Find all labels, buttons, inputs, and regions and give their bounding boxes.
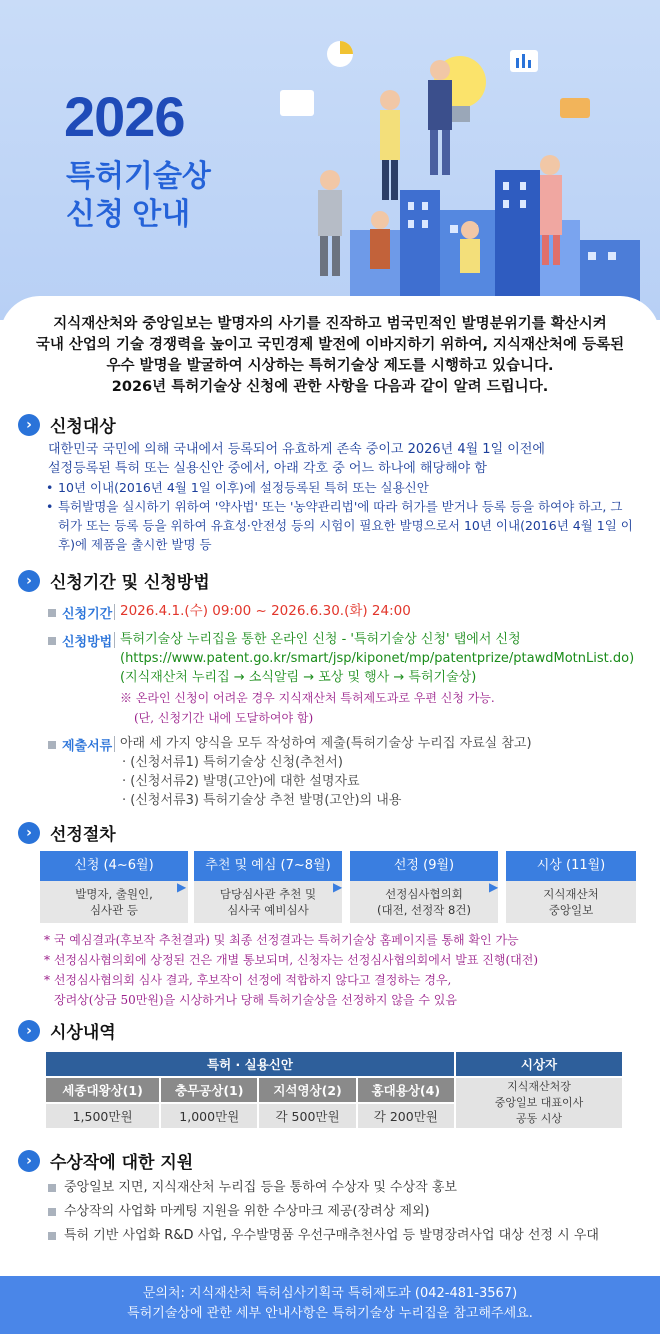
award-prize: 각 500만원 [258,1103,356,1129]
step-body-line: 담당심사관 추천 및 [219,887,317,901]
square-bullet-icon [48,1232,56,1240]
arrow-right-icon: ▶ [333,880,343,894]
award-prize: 1,000만원 [160,1103,258,1129]
city-people-illustration [270,30,660,320]
method-description [120,630,650,687]
docs-description [120,734,532,810]
eligibility-desc-line: 설정등록된 특허 또는 실용신안 중에서, 아래 각호 중 어느 하나에 해당해야 함 [48,461,487,476]
selection-note: 장려상(상금 50만원)을 시상하거나 당해 특허기술상을 선정하지 않을 수 있음 [54,993,457,1007]
arrow-right-icon: ▶ [489,880,499,894]
step-body-line: 발명자, 출원인, [75,887,153,901]
method-note [120,688,495,728]
section-title: 수상작에 대한 지원 [50,1153,194,1173]
section-title: 시상내역 [50,1023,116,1043]
support-item-text: 특허 기반 사업화 R&D 사업, 우수발명품 우선구매추천사업 등 발명장려사업 대상 선정 시 우대 [64,1228,599,1243]
period-label: 신청기간 [62,607,113,622]
awards-table [44,1050,624,1130]
arrow-right-icon: ▶ [177,880,187,894]
presenter-line: 공동 시상 [515,1112,562,1125]
eligibility-bullet: • 10년 이내(2016년 4월 1일 이후)에 설정등록된 특허 또는 실용신안 [46,478,636,497]
awards-group-header: 특허 · 실용신안 [45,1051,455,1077]
section-title: 신청기간 및 신청방법 [50,573,210,593]
hero-title-line1: 특허기술상 [66,160,211,193]
selection-note: * 선정심사협의회에 상정된 건은 개별 통보되며, 신청자는 선정심사협의회에서 발표 진행(대전) [44,953,539,967]
method-note-line: ※ 온라인 신청이 어려운 경우 지식재산처 특허제도과로 우편 신청 가능. [120,691,495,705]
award-name: 지석영상(2) [258,1077,356,1103]
chevron-right-icon: › [18,414,40,436]
method-line: (지식재산처 누리집 → 소식알림 → 포상 및 행사 → 특허기술상) [120,670,477,685]
award-prize: 각 200만원 [357,1103,455,1129]
step-select [350,851,498,923]
step-apply [40,851,188,923]
section-support-header [18,1148,193,1173]
step-award [506,851,636,923]
award-name: 충무공상(1) [160,1077,258,1103]
step-body [40,881,188,923]
docs-label-row [48,735,112,754]
section-selection-header [18,820,116,845]
eligibility-desc-line: 대한민국 국민에 의해 국내에서 등록되어 유효하게 존속 중이고 2026년 4월 1일 이전에 [48,442,545,457]
section-title: 선정절차 [50,825,116,845]
hero-banner [0,0,660,320]
hero-title [66,158,211,234]
support-item [48,1176,599,1200]
support-item-text: 수상작의 사업화 마케팅 지원을 위한 수상마크 제공(장려상 제외) [64,1204,430,1219]
intro-line: 2026년 특허기술상 신청에 관한 사항을 다음과 같이 알려 드립니다. [111,379,549,395]
support-item-text: 중앙일보 지면, 지식재산처 누리집 등을 통하여 수상자 및 수상작 홍보 [64,1180,457,1195]
hero-year: 2026 [64,85,185,148]
award-name: 홍대용상(4) [357,1077,455,1103]
step-body-line: 지식재산처 [543,887,599,901]
step-recommend [194,851,342,923]
method-label-row [48,631,112,650]
square-bullet-icon [48,637,56,645]
awards-presenter-cell [455,1077,623,1129]
section-awards-header [18,1018,116,1043]
support-item [48,1200,599,1224]
step-head: 추천 및 예심 (7~8월) [194,851,342,881]
presenter-line: 지식재산처장 [507,1080,571,1093]
hero-title-line2: 신청 안내 [66,198,191,231]
eligibility-bullet-list [46,478,636,554]
awards-presenter-header: 시상자 [455,1051,623,1077]
presenter-line: 중앙일보 대표이사 [494,1096,584,1109]
docs-item: · (신청서류1) 특허기술상 신청(추천서) [122,755,343,770]
period-value: 2026.4.1.(수) 09:00 ~ 2026.6.30.(화) 24:00 [120,603,411,619]
footer [0,1276,660,1334]
intro-paragraph [0,314,660,398]
step-body-line: 선정심사협의회 [385,887,463,901]
step-head: 신청 (4~6월) [40,851,188,881]
section-application-header [18,568,210,593]
chevron-right-icon: › [18,1150,40,1172]
step-body [350,881,498,923]
method-label: 신청방법 [62,635,113,650]
eligibility-description [48,440,648,478]
docs-item: · (신청서류3) 특허기술상 추천 발명(고안)의 내용 [122,793,402,808]
square-bullet-icon [48,741,56,749]
step-body [506,881,636,923]
docs-label: 제출서류 [62,739,113,754]
step-body-line: 심사국 예비심사 [227,903,309,917]
step-body [194,881,342,923]
square-bullet-icon [48,1208,56,1216]
period-label-row [48,603,112,622]
divider [114,736,115,752]
square-bullet-icon [48,1184,56,1192]
step-head: 시상 (11월) [506,851,636,881]
selection-note: * 국 예심결과(후보작 추천결과) 및 최종 선정결과는 특허기술상 홈페이지를 통해 확인 가능 [44,933,519,947]
award-name: 세종대왕상(1) [45,1077,160,1103]
square-bullet-icon [48,609,56,617]
step-body-line: 중앙일보 [548,903,594,917]
method-line: 특허기술상 누리집을 통한 온라인 신청 - '특허기술상 신청' 탭에서 신청 [120,632,521,647]
chevron-right-icon: › [18,570,40,592]
step-body-line: (대전, 선정작 8건) [377,903,471,917]
selection-note: * 선정심사협의회 심사 결과, 후보작이 선정에 적합하지 않다고 결정하는 경우, [44,973,452,987]
intro-line: 지식재산처와 중앙일보는 발명자의 사기를 진작하고 범국민적인 발명분위기를 확산시켜 [53,316,607,332]
docs-intro: 아래 세 가지 양식을 모두 작성하여 제출(특허기술상 누리집 자료실 참고) [120,736,532,751]
divider [114,604,115,620]
method-url-link[interactable]: (https://www.patent.go.kr/smart/jsp/kiponet/mp/patentprize/ptawdMotnList.do) [120,651,635,666]
divider [114,632,115,648]
chevron-right-icon: › [18,1020,40,1042]
docs-item: · (신청서류2) 발명(고안)에 대한 설명자료 [122,774,360,789]
section-eligibility-header [18,412,116,437]
footer-contact: 문의처: 지식재산처 특허심사기획국 특허제도과 (042-481-3567) [142,1286,518,1301]
support-list [48,1176,599,1248]
method-note-line: (단, 신청기간 내에 도달하여야 함) [134,711,314,725]
award-prize: 1,500만원 [45,1103,160,1129]
footer-note: 특허기술상에 관한 세부 안내사항은 특허기술상 누리집을 참고해주세요. [127,1306,533,1321]
eligibility-bullet: • 특허발명을 실시하기 위하여 '약사법' 또는 '농약관리법'에 따라 허가를 받거나 등록 등을 하여야 하고, 그 허가 또는 등록 등을 위하여 유효성·안전성 등의 시험이 필요한 발명으로서 10년 이내(2016년 4월 1일 이후)에 제품을 출시한 발명 등 [46,497,636,554]
support-item [48,1224,599,1248]
step-head: 선정 (9월) [350,851,498,881]
intro-line: 우수 발명을 발굴하여 시상하는 특허기술상 제도를 시행하고 있습니다. [106,358,554,374]
step-body-line: 심사관 등 [89,903,139,917]
section-title: 신청대상 [50,417,116,437]
selection-notes [44,930,644,1010]
intro-line: 국내 산업의 기술 경쟁력을 높이고 국민경제 발전에 이바지하기 위하여, 지식재산처에 등록된 [35,337,625,353]
chevron-right-icon: › [18,822,40,844]
